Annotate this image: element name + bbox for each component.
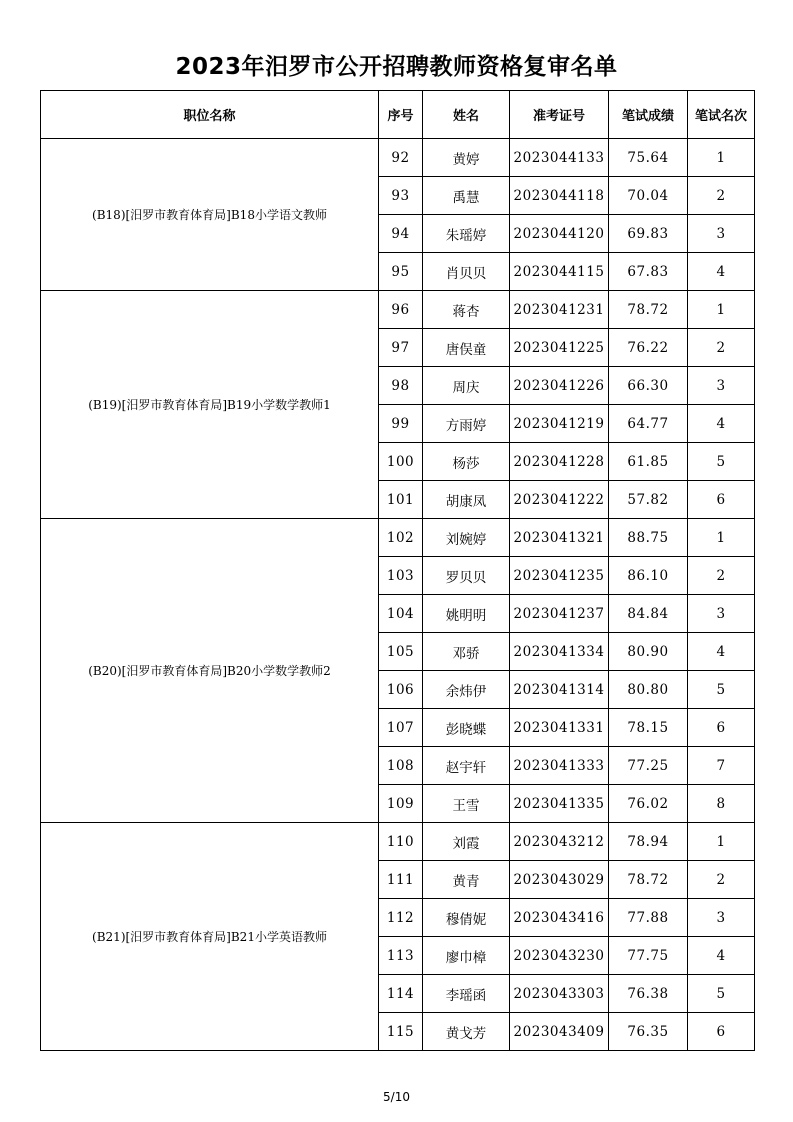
- cell-position: (B20)[汨罗市教育体育局]B20小学数学教师2: [41, 519, 379, 823]
- cell-seq: 100: [379, 443, 423, 481]
- cell-name: 彭晓蝶: [423, 709, 510, 747]
- cell-name: 胡康凤: [423, 481, 510, 519]
- cell-rank: 4: [688, 633, 755, 671]
- header-position: 职位名称: [41, 91, 379, 139]
- cell-name: 周庆: [423, 367, 510, 405]
- cell-score: 77.75: [609, 937, 688, 975]
- cell-seq: 112: [379, 899, 423, 937]
- cell-score: 80.90: [609, 633, 688, 671]
- cell-exam-no: 2023043029: [510, 861, 609, 899]
- cell-score: 75.64: [609, 139, 688, 177]
- header-exam-no: 准考证号: [510, 91, 609, 139]
- cell-rank: 5: [688, 975, 755, 1013]
- cell-seq: 107: [379, 709, 423, 747]
- cell-name: 唐俣童: [423, 329, 510, 367]
- cell-name: 禹慧: [423, 177, 510, 215]
- cell-name: 余炜伊: [423, 671, 510, 709]
- cell-seq: 94: [379, 215, 423, 253]
- cell-exam-no: 2023041219: [510, 405, 609, 443]
- cell-rank: 3: [688, 595, 755, 633]
- cell-exam-no: 2023041235: [510, 557, 609, 595]
- cell-name: 李瑶函: [423, 975, 510, 1013]
- cell-seq: 105: [379, 633, 423, 671]
- cell-name: 黄婷: [423, 139, 510, 177]
- cell-exam-no: 2023041331: [510, 709, 609, 747]
- cell-exam-no: 2023043409: [510, 1013, 609, 1051]
- cell-rank: 6: [688, 709, 755, 747]
- cell-exam-no: 2023041225: [510, 329, 609, 367]
- cell-rank: 3: [688, 215, 755, 253]
- cell-name: 杨莎: [423, 443, 510, 481]
- page-number: 5/10: [383, 1090, 410, 1104]
- cell-rank: 2: [688, 557, 755, 595]
- cell-seq: 111: [379, 861, 423, 899]
- cell-rank: 5: [688, 671, 755, 709]
- cell-exam-no: 2023041334: [510, 633, 609, 671]
- cell-exam-no: 2023041228: [510, 443, 609, 481]
- cell-name: 朱瑶婷: [423, 215, 510, 253]
- cell-exam-no: 2023044118: [510, 177, 609, 215]
- cell-exam-no: 2023041321: [510, 519, 609, 557]
- cell-rank: 8: [688, 785, 755, 823]
- page-title: 2023年汨罗市公开招聘教师资格复审名单: [175, 54, 618, 80]
- cell-exam-no: 2023043303: [510, 975, 609, 1013]
- cell-name: 刘婉婷: [423, 519, 510, 557]
- cell-exam-no: 2023041314: [510, 671, 609, 709]
- cell-score: 64.77: [609, 405, 688, 443]
- cell-exam-no: 2023043416: [510, 899, 609, 937]
- cell-rank: 6: [688, 481, 755, 519]
- cell-rank: 7: [688, 747, 755, 785]
- cell-score: 78.72: [609, 291, 688, 329]
- cell-name: 刘霞: [423, 823, 510, 861]
- table-row: [41, 291, 755, 329]
- cell-rank: 1: [688, 519, 755, 557]
- cell-seq: 97: [379, 329, 423, 367]
- cell-seq: 109: [379, 785, 423, 823]
- cell-name: 罗贝贝: [423, 557, 510, 595]
- cell-exam-no: 2023044133: [510, 139, 609, 177]
- cell-name: 黄戈芳: [423, 1013, 510, 1051]
- cell-seq: 99: [379, 405, 423, 443]
- cell-score: 86.10: [609, 557, 688, 595]
- cell-exam-no: 2023044120: [510, 215, 609, 253]
- cell-rank: 3: [688, 899, 755, 937]
- cell-position: (B19)[汨罗市教育体育局]B19小学数学教师1: [41, 291, 379, 519]
- cell-rank: 1: [688, 291, 755, 329]
- cell-seq: 95: [379, 253, 423, 291]
- cell-rank: 4: [688, 405, 755, 443]
- cell-name: 赵宇轩: [423, 747, 510, 785]
- cell-exam-no: 2023041226: [510, 367, 609, 405]
- cell-seq: 93: [379, 177, 423, 215]
- cell-seq: 104: [379, 595, 423, 633]
- candidate-table: [40, 90, 755, 1051]
- cell-name: 方雨婷: [423, 405, 510, 443]
- cell-score: 77.25: [609, 747, 688, 785]
- cell-exam-no: 2023041222: [510, 481, 609, 519]
- header-name: 姓名: [423, 91, 510, 139]
- header-rank: 笔试名次: [688, 91, 755, 139]
- table-row: [41, 823, 755, 861]
- cell-score: 76.02: [609, 785, 688, 823]
- cell-score: 76.35: [609, 1013, 688, 1051]
- header-seq: 序号: [379, 91, 423, 139]
- cell-seq: 92: [379, 139, 423, 177]
- cell-rank: 5: [688, 443, 755, 481]
- cell-rank: 2: [688, 329, 755, 367]
- cell-score: 78.72: [609, 861, 688, 899]
- cell-name: 黄青: [423, 861, 510, 899]
- cell-seq: 108: [379, 747, 423, 785]
- cell-score: 69.83: [609, 215, 688, 253]
- cell-score: 78.15: [609, 709, 688, 747]
- cell-name: 肖贝贝: [423, 253, 510, 291]
- cell-rank: 6: [688, 1013, 755, 1051]
- cell-name: 廖巾樟: [423, 937, 510, 975]
- cell-rank: 2: [688, 177, 755, 215]
- cell-exam-no: 2023041237: [510, 595, 609, 633]
- cell-seq: 115: [379, 1013, 423, 1051]
- cell-name: 蒋杏: [423, 291, 510, 329]
- cell-rank: 1: [688, 139, 755, 177]
- cell-name: 邓骄: [423, 633, 510, 671]
- cell-score: 70.04: [609, 177, 688, 215]
- cell-exam-no: 2023044115: [510, 253, 609, 291]
- cell-rank: 2: [688, 861, 755, 899]
- cell-exam-no: 2023043230: [510, 937, 609, 975]
- cell-seq: 113: [379, 937, 423, 975]
- cell-seq: 103: [379, 557, 423, 595]
- cell-rank: 4: [688, 937, 755, 975]
- cell-exam-no: 2023041231: [510, 291, 609, 329]
- cell-exam-no: 2023041333: [510, 747, 609, 785]
- cell-score: 78.94: [609, 823, 688, 861]
- table-row: [41, 139, 755, 177]
- cell-seq: 98: [379, 367, 423, 405]
- cell-seq: 96: [379, 291, 423, 329]
- cell-seq: 102: [379, 519, 423, 557]
- cell-score: 76.22: [609, 329, 688, 367]
- header-score: 笔试成绩: [609, 91, 688, 139]
- table-header-row: [41, 91, 755, 139]
- cell-rank: 3: [688, 367, 755, 405]
- cell-score: 66.30: [609, 367, 688, 405]
- cell-score: 57.82: [609, 481, 688, 519]
- cell-score: 80.80: [609, 671, 688, 709]
- cell-name: 姚明明: [423, 595, 510, 633]
- cell-score: 61.85: [609, 443, 688, 481]
- cell-score: 84.84: [609, 595, 688, 633]
- cell-name: 王雪: [423, 785, 510, 823]
- table-body: [41, 139, 755, 1051]
- cell-score: 76.38: [609, 975, 688, 1013]
- cell-score: 77.88: [609, 899, 688, 937]
- cell-seq: 106: [379, 671, 423, 709]
- cell-position: (B18)[汨罗市教育体育局]B18小学语文教师: [41, 139, 379, 291]
- cell-exam-no: 2023041335: [510, 785, 609, 823]
- cell-seq: 114: [379, 975, 423, 1013]
- cell-rank: 4: [688, 253, 755, 291]
- cell-name: 穆倩妮: [423, 899, 510, 937]
- cell-score: 67.83: [609, 253, 688, 291]
- table-row: [41, 519, 755, 557]
- cell-seq: 101: [379, 481, 423, 519]
- cell-exam-no: 2023043212: [510, 823, 609, 861]
- cell-position: (B21)[汨罗市教育体育局]B21小学英语教师: [41, 823, 379, 1051]
- cell-seq: 110: [379, 823, 423, 861]
- cell-score: 88.75: [609, 519, 688, 557]
- cell-rank: 1: [688, 823, 755, 861]
